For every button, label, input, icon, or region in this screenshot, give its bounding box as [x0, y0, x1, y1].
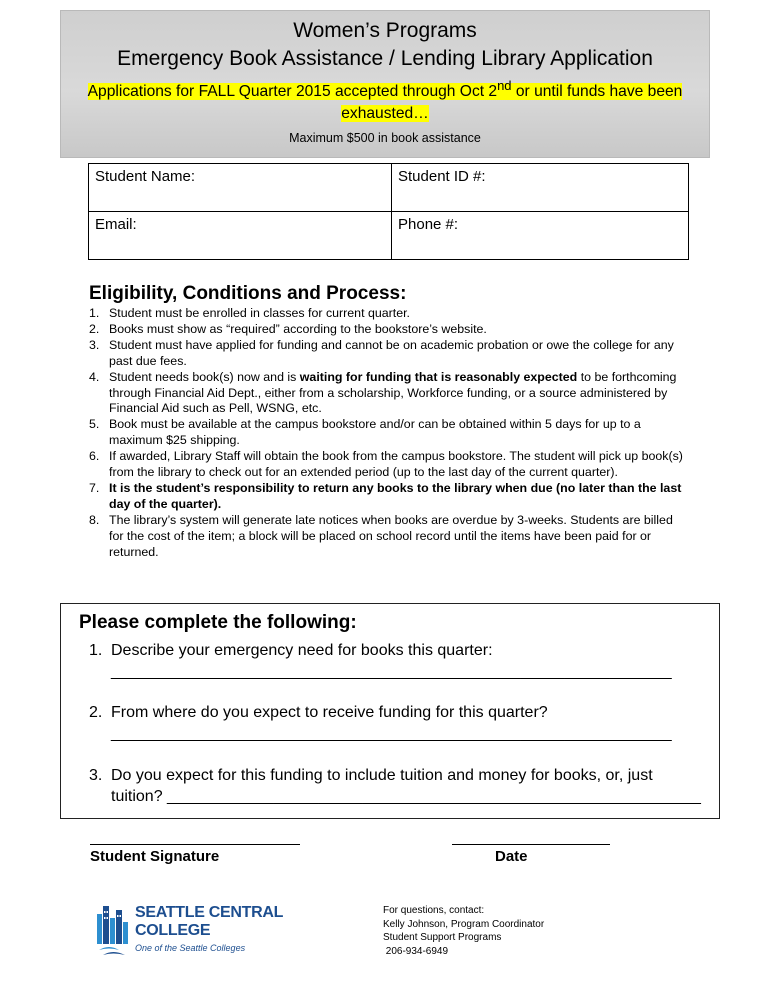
- phone-field[interactable]: Phone #:: [392, 212, 689, 260]
- notice-text-2: exhausted…: [341, 105, 429, 123]
- contact-info: [383, 904, 544, 958]
- student-id-field[interactable]: Student ID #:: [392, 164, 689, 212]
- list-item: 3. Student must have applied for funding and cannot be on academic probation or owe the college for any past due fees.: [89, 337, 674, 368]
- list-item: 5. Book must be available at the campus bookstore and/or can be obtained within 5 days for up to a maximum $25 shipping.: [89, 417, 641, 448]
- deadline-notice: [61, 75, 709, 125]
- program-title: Women’s Programs: [293, 19, 477, 42]
- question-1-answer-line[interactable]: _______________________________________________________________: [111, 663, 672, 680]
- list-item: 7. It is the student’s responsibility to return any books to the library when due (no later than the last day of the quarter).: [89, 480, 682, 511]
- notice-text-1: Applications for FALL Quarter 2015 accepted through Oct 2nd or until funds have been: [87, 78, 683, 101]
- student-name-field[interactable]: Student Name:: [89, 164, 392, 212]
- header-banner: [60, 10, 710, 158]
- college-logo: [95, 900, 284, 962]
- eligibility-heading: Eligibility, Conditions and Process:: [89, 283, 407, 304]
- contact-line-3: Student Support Programs: [383, 932, 502, 944]
- notice-superscript: nd: [497, 78, 512, 93]
- emphasis-text: It is the student’s responsibility to return any books to the library when due (no later than the last day of the quarter).: [109, 480, 682, 511]
- list-item: 8. The library’s system will generate late notices when books are overdue by 3-weeks. Students are billed for the cost of the item; a block will be placed on school record until the items have been paid for or returned.: [89, 512, 673, 559]
- list-item: 6. If awarded, Library Staff will obtain the book from the campus bookstore. The student will pick up book(s) from the library to check out for an extended period (up to the last day of the current quarter).: [89, 449, 683, 480]
- date-line[interactable]: [452, 844, 610, 845]
- email-field[interactable]: Email:: [89, 212, 392, 260]
- contact-phone: 206-934-6949: [383, 945, 449, 957]
- question-3-answer-line[interactable]: tuition? ____________________________________________________________: [111, 788, 701, 805]
- question-1-text: Describe your emergency need for books this quarter:: [111, 642, 493, 659]
- student-signature-label: Student Signature: [90, 848, 220, 865]
- questions-heading: Please complete the following:: [79, 612, 357, 633]
- skyline-icon: [95, 900, 131, 960]
- questions-box: [60, 603, 720, 819]
- student-info-table: [88, 163, 689, 260]
- application-title: Emergency Book Assistance / Lending Library Application: [117, 47, 653, 70]
- question-3: 3. Do you expect for this funding to include tuition and money for books, or, just tuition? ____________________________________________________________: [89, 765, 709, 807]
- contact-line-1: For questions, contact:: [383, 905, 485, 916]
- question-2-answer-line[interactable]: _______________________________________________________________: [111, 725, 672, 742]
- list-item: 2. Books must show as “required” according to the bookstore’s website.: [89, 321, 487, 336]
- date-label: Date: [495, 848, 528, 865]
- logo-text-line1: SEATTLE CENTRAL: [135, 904, 284, 921]
- contact-line-2: Kelly Johnson, Program Coordinator: [383, 918, 545, 930]
- eligibility-list: [89, 306, 685, 561]
- list-item: 4. Student needs book(s) now and is waiting for funding that is reasonably expected to be forthcoming through Financial Aid Dept., either from a scholarship, Workforce funding, or a source administered by Financial Aid such as Pell, WSNG, etc.: [89, 369, 677, 416]
- emphasis-text: waiting for funding that is reasonably expected: [299, 369, 578, 384]
- logo-tagline: One of the Seattle Colleges: [135, 943, 246, 953]
- question-3-text: Do you expect for this funding to include tuition and money for books, or, just: [111, 767, 653, 784]
- signature-line[interactable]: [90, 844, 300, 845]
- list-item: 1. Student must be enrolled in classes for current quarter.: [89, 306, 410, 320]
- maximum-assistance-note: Maximum $500 in book assistance: [289, 131, 481, 145]
- question-1: 1. Describe your emergency need for books this quarter: _______________________________________________________________: [89, 640, 709, 682]
- question-2-text: From where do you expect to receive funding for this quarter?: [111, 704, 548, 721]
- logo-text-line2: COLLEGE: [135, 922, 211, 939]
- question-2: 2. From where do you expect to receive funding for this quarter? _______________________________________________________________: [89, 702, 709, 744]
